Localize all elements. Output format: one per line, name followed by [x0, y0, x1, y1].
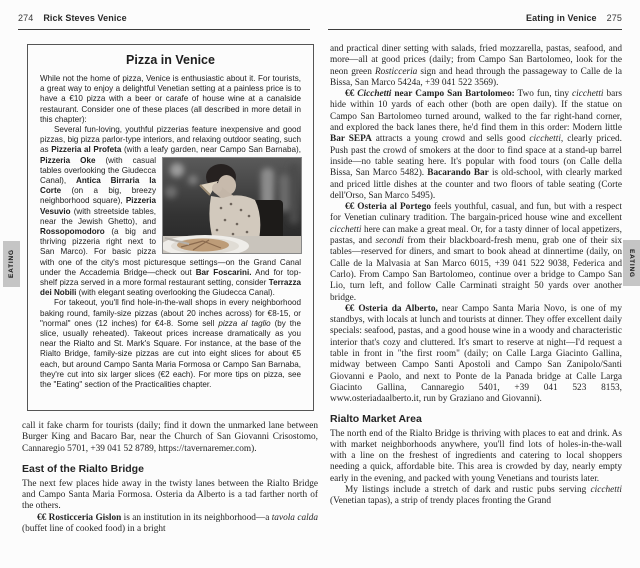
right-page-number: 275 — [606, 13, 622, 23]
eating-section-tab-left: EATING — [3, 241, 20, 287]
right-running-header — [328, 13, 622, 30]
paragraph-taverna-continuation: call it fake charm for tourists (daily; find it down the unmarked lane between Burger King and Bacaro Bar, near the Church of San Giovanni Crisostomo, Cannaregio 5701, +39 041 52 8789, https://tavernaremer.com). — [22, 421, 318, 454]
right-page-body — [330, 44, 622, 508]
eating-section-tab-right: EATING — [623, 240, 640, 286]
book-title: Rick Steves Venice — [43, 13, 127, 23]
chapter-title: Eating in Venice — [526, 13, 597, 23]
paragraph-osteria-al-portego: €€ Osteria al Portego feels youthful, casual, and fun, but with a respect for Venetian culinary tradition. The bargain-priced house wine and excellent cicchetti here can make a great meal. Or, for a tasty dinner of local appetizers, pastas, and secondi from their blackboard-fresh menu, grab one of their six tables—reserved for diners, and smart to book ahead at dinnertime (daily, on Calle de la Malvasia at San Marco 6015, +39 041 522 9038, Federica and Carlo). From Campo San Bartolomeo, continue over a bridge to Campo San Lio, turn left, and follow Calle Carminati straight 50 yards over another bridge. — [330, 202, 622, 303]
sidebar-paragraph-intro: While not the home of pizza, Venice is enthusiastic about it. For tourists, a great way to enjoy a delightful Venetian setting at a painless price is to have a €10 pizza with a beer or carafe of house wine at a canalside restaurant. Consider one of these places (all described in more detail in this chapter): — [40, 74, 301, 124]
pizza-photo-illustration — [163, 158, 301, 253]
pizza-eating-photo — [163, 158, 301, 253]
paragraph-gislon-continuation: and practical diner setting with salads, fried mozzarella, pastas, seafood, and more—all at good prices (daily; from Campo San Bartolomeo, look for the neon green Rosticceria sign and head through the passageway to Calle de la Bissa, San Marco 5424a, +39 041 522 3569). — [330, 44, 622, 88]
sidebar-paragraph-takeout: For takeout, you'll find hole-in-the-wall shops in every neighborhood baking round, family-size pizzas (about 20 inches across) for €8-15, or "normal" ones (12 inches) for €4-8. Some sell pizza al taglio (by the slice, usually reheated). Takeout prices increase dramatically as you near the Rialto and St. Mark's Square. For instance, at the base of the Rialto Bridge, family-size pizzas are cut into eight slices for about €5 each, but around Campo Santa Maria Formosa or Campo San Barnaba, they're cut into six larger slices (€2 each). For more tips on pizza, see the "Eating" section of the Practicalities chapter. — [40, 298, 302, 390]
left-running-header — [18, 13, 310, 30]
paragraph-cicchetti-bars: €€ Cicchetti near Campo San Bartolomeo: Two fun, tiny cicchetti bars hide within 10 yards of each other (both are open daily). If the statue on Campo San Bartolomeo turned around, walked to the far right-hand corner, and explored the back lanes there, he'd find them in this order: Modern little Bar SEPA attracts a young crowd and sells good cicchetti, clearly priced. Push past the crowd of smokers at the door to find space at a stand-up barrel inside—no table seating here. It's popular with food tours (on Calle della Bissa, San Marco 5482). Bacarando Bar is old-school, with clearly marked and priced little dishes at the counter and two floors of table seating (Corte dell'Orso, San Marco 5495). — [330, 89, 622, 201]
left-page-number: 274 — [18, 13, 34, 23]
paragraph-rialto-market-intro: The north end of the Rialto Bridge is thriving with places to eat and drink. As with market neighborhoods anywhere, you'll find lots of holes-in-the-wall with a line on the freshest of ingredients and catering to local shoppers needing a quick, affordable bite. This area is crowded by day, nearly empty early in the evening, and packed with young Venetians and tourists later. — [330, 428, 622, 484]
paragraph-east-rialto-intro: The next few places hide away in the twisty lanes between the Rialto Bridge and Campo Santa Maria Formosa. Osteria da Alberto is a tad farther north of the others. — [22, 478, 318, 512]
section-heading-rialto-market: Rialto Market Area — [330, 412, 422, 425]
section-heading-east-of-rialto: East of the Rialto Bridge — [22, 462, 144, 475]
pizza-in-venice-sidebar — [27, 44, 314, 411]
paragraph-my-listings: My listings include a stretch of dark and rustic pubs serving cicchetti (Venetian tapas), a strip of trendy places fronting the Grand — [330, 484, 622, 507]
paragraph-rosticceria-gislon: €€ Rosticceria Gislon is an institution in its neighborhood—a tavola calda (buffet line of cooked food) in a bright — [22, 512, 318, 535]
left-page-body — [22, 421, 318, 535]
sidebar-title: Pizza in Venice — [126, 53, 215, 67]
paragraph-osteria-da-alberto: €€ Osteria da Alberto, near Campo Santa Maria Novo, is one of my standbys, with locals at lunch and tourists at dinner. They offer excellent daily specials: seafood, pastas, and a good house wine in a woody and characteristic interior that's cozy and cluttered. It's smart to reserve at night—I'd request a table in front in "the first room" (daily; on Calle Larga Giacinto Gallina, midway between Campo Santi Apostoli and Campo San Zanipolo/Santi Giovanni e Paolo, and next to Ponte de la Panada bridge at Calle Larga Giacinto Gallina, Cannaregio 5401, +39 041 523 8153, www.osteriadaalberto.it, run by Graziano and Giovanni). — [330, 303, 623, 405]
sidebar-paragraph-places: Several fun-loving, youthful pizzerias feature inexpensive and good pizzas, big pizza parlor-type interiors, and relaxing outdoor seating, such as Pizzeria al Profeta (with a leafy garden, near Campo San Barnaba), Pizzeria Oke (with casual tables overlooking the Giudecca Canal), Antica Birraria la Corte (on a big, breezy neighborhood square), Pizzeria Vesuvio (with streetside tables, near the Jewish Ghetto), and Rossopomodoro (a big and thriving pizzeria right next to San Marco). For basic pizza with one of the city's most picturesque settings—on the Grand Canal under the Accademia Bridge—check out Bar Foscarini. And for top-shelf pizza served in a more formal restaurant setting, consider Terrazza dei Nobili (with elegant seating overlooking the Giudecca Canal). — [40, 125, 302, 298]
